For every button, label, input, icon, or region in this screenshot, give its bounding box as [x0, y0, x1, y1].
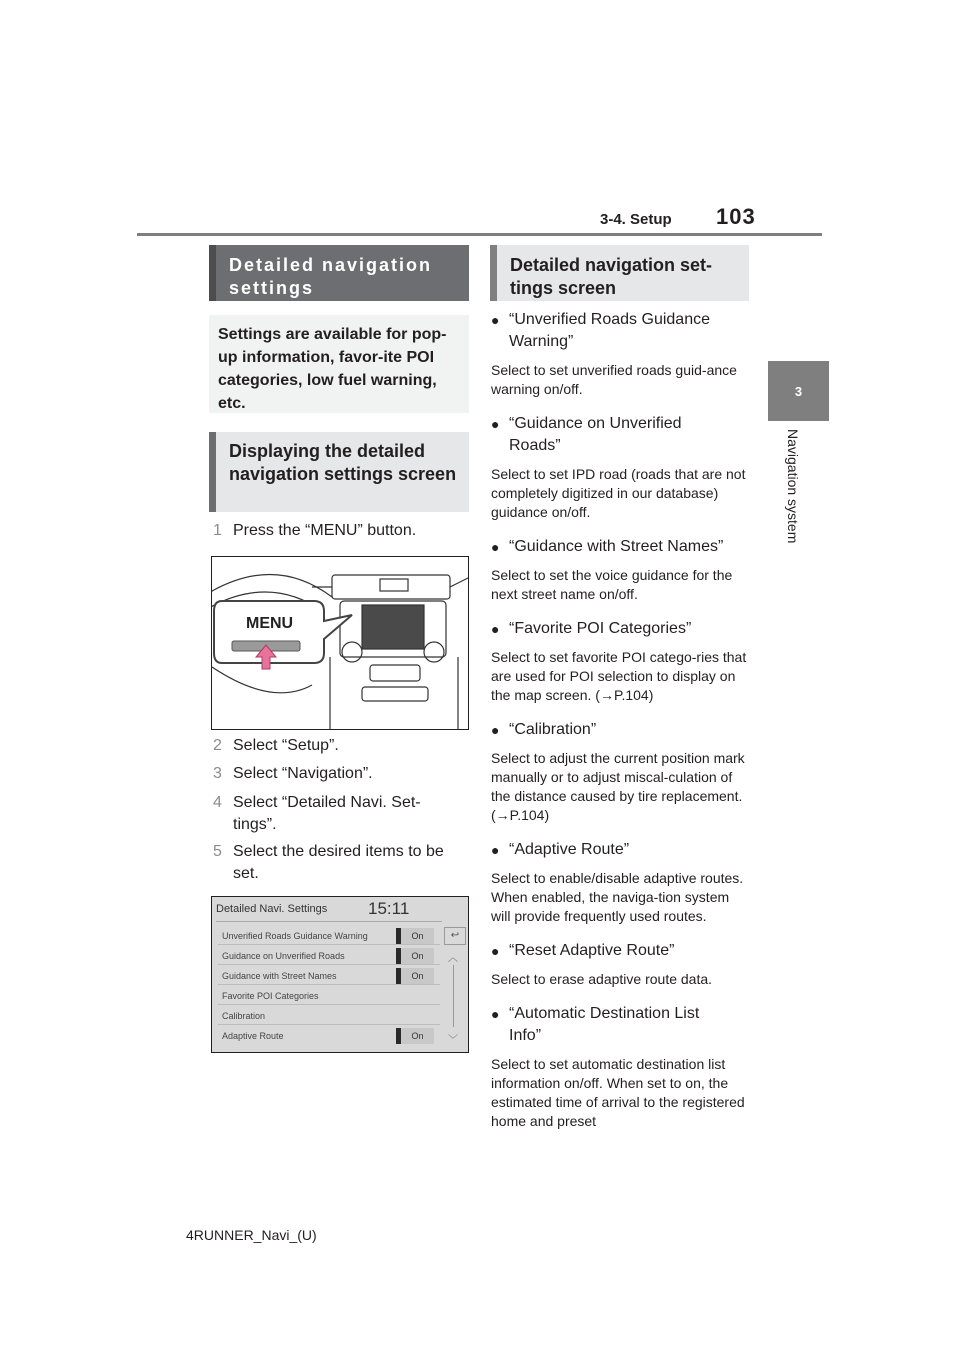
- item-desc: Select to set unverified roads guid-ance warning on/off.: [491, 362, 737, 397]
- item-desc: Select to enable/disable adaptive routes. When enabled, the naviga-tion system will provide frequently used routes.: [491, 870, 744, 924]
- settings-descriptions: [491, 309, 751, 1131]
- item-title: [491, 940, 751, 962]
- item-reset-adaptive-route: [491, 940, 751, 989]
- item-title: [491, 309, 751, 353]
- bullet-icon: ●: [491, 842, 500, 858]
- item-adaptive-route: [491, 839, 751, 926]
- bullet-icon: ●: [491, 621, 500, 637]
- scroll-down-icon[interactable]: ﹀: [448, 1035, 458, 1046]
- back-button[interactable]: ↩: [444, 927, 466, 945]
- bullet-icon: ●: [491, 1006, 500, 1022]
- scrollbar[interactable]: [453, 965, 454, 1027]
- step-text: Select “Navigation”.: [233, 765, 373, 782]
- dashboard-illustration: [211, 556, 469, 730]
- item-desc: Select to set IPD road (roads that are not completely digitized in our database) guidance on/off.: [491, 466, 746, 520]
- item-desc: Select to set the voice guidance for the next street name on/off.: [491, 567, 733, 602]
- toggle-on-button[interactable]: On: [396, 928, 434, 944]
- item-title-text: “Favorite POI Categories”: [509, 620, 692, 637]
- page-number: 103: [716, 204, 756, 229]
- step-number: 2: [213, 737, 222, 754]
- step-number: 4: [213, 794, 222, 811]
- step-text: Select “Setup”.: [233, 737, 339, 754]
- screen-title-rule: [216, 921, 442, 922]
- setting-label: Guidance on Unverified Roads: [222, 951, 345, 961]
- intro-text: Settings are available for pop-up information, favor-ite POI categories, low fuel warning, etc.: [218, 326, 447, 412]
- step-4: [213, 792, 468, 836]
- bullet-icon: ●: [491, 539, 500, 555]
- item-title: [491, 536, 751, 558]
- item-unverified-roads-warning: [491, 309, 751, 399]
- chapter-title: [783, 429, 801, 569]
- step-text: Select “Detailed Navi. Set-tings”.: [233, 794, 421, 833]
- item-title: [491, 413, 751, 457]
- item-desc: Select to set automatic destination list information on/off. When set to on, the estimated time of arrival to the registered home and preset: [491, 1056, 745, 1129]
- dashboard-drawing: [212, 557, 469, 730]
- bullet-icon: ●: [491, 943, 500, 959]
- bullet-icon: ●: [491, 416, 500, 432]
- header-rule: [137, 233, 822, 236]
- setting-label: Unverified Roads Guidance Warning: [222, 931, 368, 941]
- right-heading-text: Detailed navigation set-tings screen: [510, 255, 713, 298]
- item-calibration: [491, 719, 751, 825]
- item-favorite-poi: [491, 618, 751, 705]
- heading-detailed-navigation-settings: [209, 245, 469, 301]
- heading2-text: Displaying the detailed navigation settings screen: [229, 441, 457, 484]
- section-title: 3-4. Setup: [600, 211, 672, 228]
- step-3: [213, 763, 468, 785]
- step-2: [213, 735, 468, 757]
- setting-row[interactable]: [218, 987, 440, 1005]
- chapter-title-text: Navigation system: [785, 429, 801, 544]
- intro-box: [209, 315, 469, 413]
- item-title-text: “Unverified Roads Guidance Warning”: [509, 311, 710, 350]
- item-desc: Select to set favorite POI catego-ries that are used for POI selection to display on the map screen. (→P.104): [491, 649, 747, 703]
- bullet-icon: ●: [491, 722, 500, 738]
- step-number: 1: [213, 522, 222, 539]
- toggle-on-button[interactable]: On: [396, 948, 434, 964]
- settings-screen-illustration: [211, 896, 469, 1053]
- bullet-icon: ●: [491, 312, 500, 328]
- item-title: [491, 839, 751, 861]
- step-number: 5: [213, 843, 222, 860]
- item-title-text: “Guidance with Street Names”: [509, 538, 724, 555]
- setting-label: Favorite POI Categories: [222, 991, 319, 1001]
- heading-settings-screen: [490, 245, 749, 301]
- step-text: Press the “MENU” button.: [233, 522, 417, 539]
- toggle-on-button[interactable]: On: [396, 968, 434, 984]
- item-title-text: “Calibration”: [509, 721, 597, 738]
- item-desc: Select to erase adaptive route data.: [491, 971, 713, 987]
- footer-doc-code: 4RUNNER_Navi_(U): [186, 1227, 317, 1243]
- heading1-text: Detailed navigation settings: [229, 255, 433, 298]
- item-title: [491, 719, 751, 741]
- setting-label: Calibration: [222, 1011, 266, 1021]
- item-title-text: “Adaptive Route”: [509, 841, 630, 858]
- toggle-on-button[interactable]: On: [396, 1028, 434, 1044]
- screen-title: Detailed Navi. Settings: [216, 903, 328, 915]
- screen-clock: 15:11: [368, 899, 410, 918]
- item-desc: Select to adjust the current position mark manually or to adjust miscal-culation of the distance caused by tire replacement. (→P.104): [491, 750, 745, 823]
- setting-label: Adaptive Route: [222, 1031, 284, 1041]
- setting-label: Guidance with Street Names: [222, 971, 337, 981]
- setting-row[interactable]: [218, 1007, 440, 1025]
- step-number: 3: [213, 765, 222, 782]
- step-5: [213, 841, 468, 885]
- item-title-text: “Reset Adaptive Route”: [509, 942, 675, 959]
- item-automatic-destination: [491, 1003, 751, 1131]
- step-1: [213, 520, 468, 542]
- item-title: [491, 1003, 751, 1047]
- item-title-text: “Guidance on Unverified Roads”: [509, 415, 682, 454]
- item-guidance-unverified-roads: [491, 413, 751, 522]
- chapter-tab: 3: [768, 361, 829, 421]
- item-title-text: “Automatic Destination List Info”: [509, 1005, 700, 1044]
- step-text: Select the desired items to be set.: [233, 843, 444, 882]
- item-title: [491, 618, 751, 640]
- scroll-up-icon[interactable]: ︿: [448, 953, 458, 964]
- item-guidance-street-names: [491, 536, 751, 604]
- menu-button-label: MENU: [246, 615, 294, 632]
- heading-displaying-screen: [209, 432, 469, 512]
